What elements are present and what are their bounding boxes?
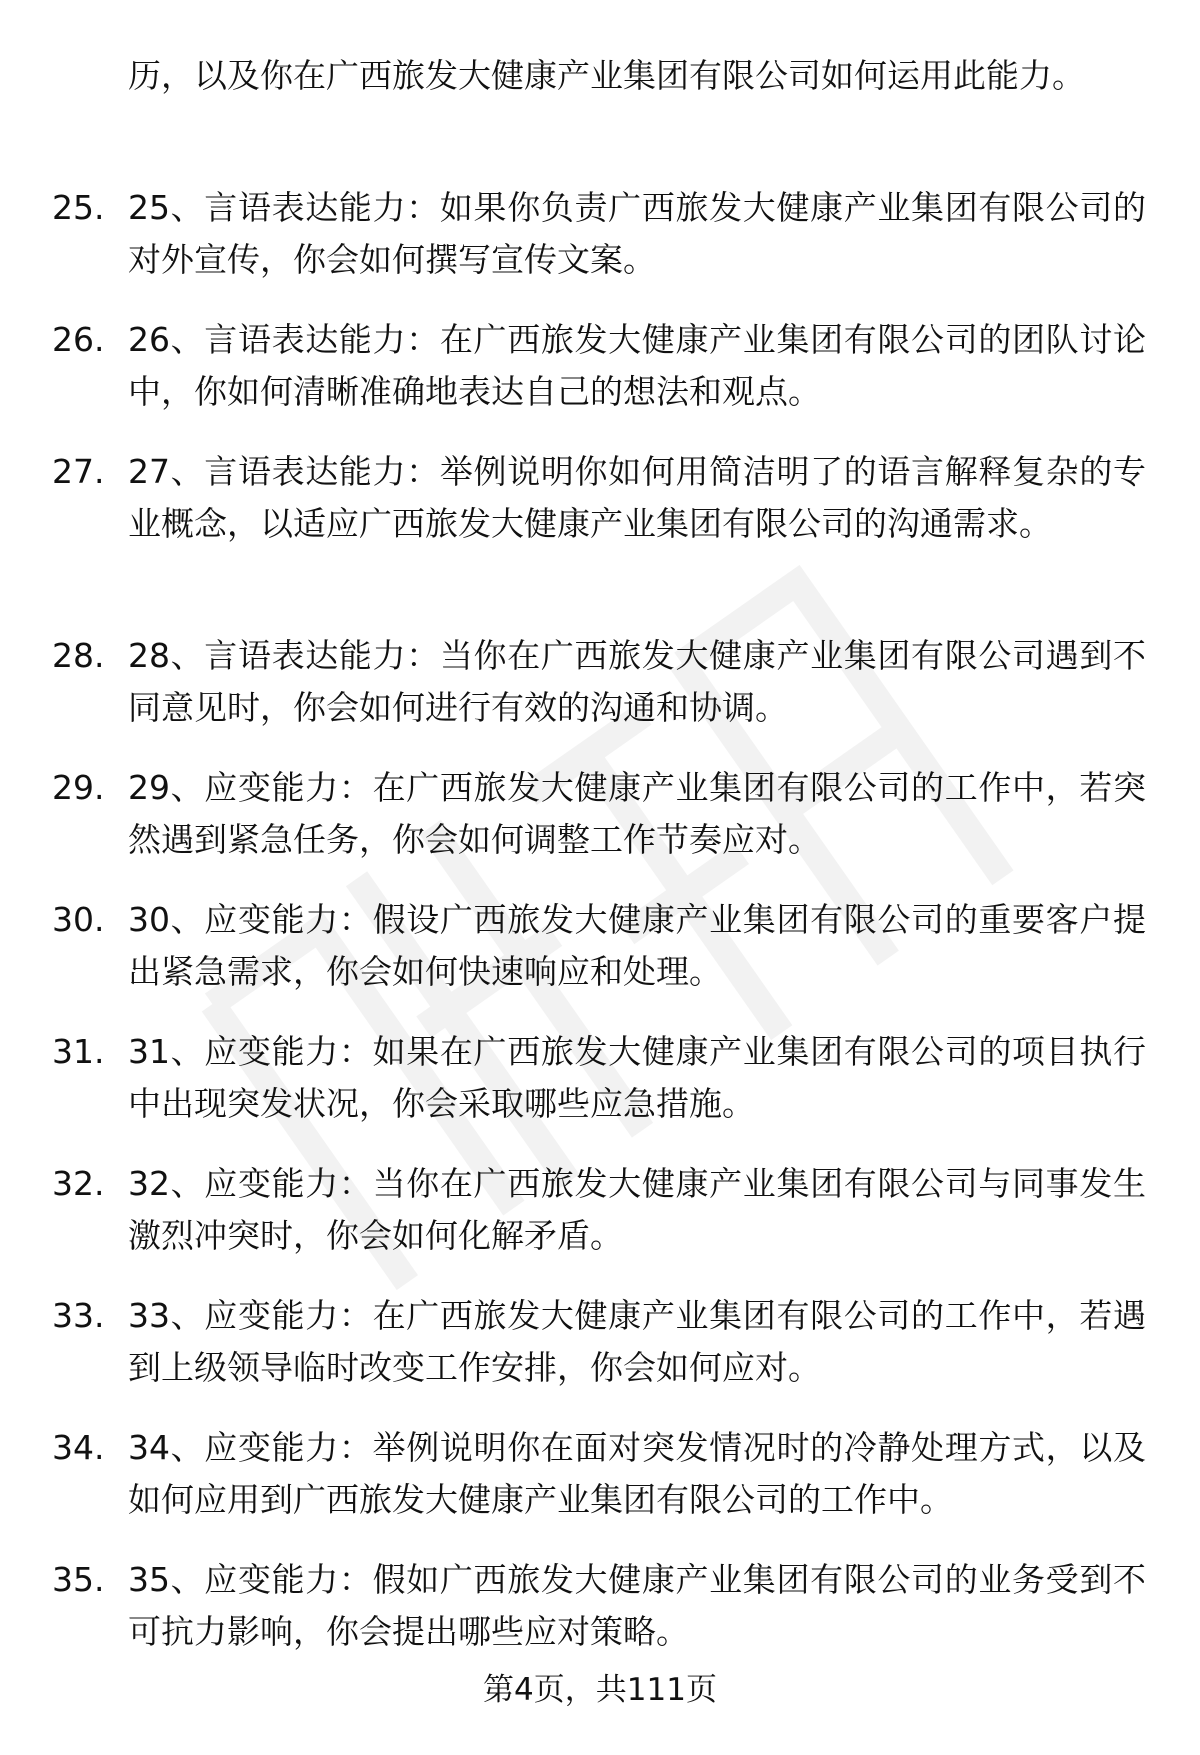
question-item-33 [0,1290,1200,1422]
question-item-27 [0,446,1200,630]
question-text: 26、言语表达能力：在广西旅发大健康产业集团有限公司的团队讨论中，你如何清晰准确地表达自己的想法和观点。 [128,320,1146,411]
page-footer: 第4页，共111页 [483,1672,717,1708]
question-item-32 [0,1158,1200,1290]
question-text: 33、应变能力：在广西旅发大健康产业集团有限公司的工作中，若遇到上级领导临时改变工作安排，你会如何应对。 [128,1296,1146,1387]
question-number: 25. [52,188,105,227]
question-text: 29、应变能力：在广西旅发大健康产业集团有限公司的工作中，若突然遇到紧急任务，你会如何调整工作节奏应对。 [128,768,1146,859]
question-text: 28、言语表达能力：当你在广西旅发大健康产业集团有限公司遇到不同意见时，你会如何进行有效的沟通和协调。 [128,636,1146,727]
question-number: 32. [52,1164,105,1203]
question-item-30 [0,894,1200,1026]
question-number: 33. [52,1296,105,1335]
question-item-25 [0,182,1200,314]
question-number: 26. [52,320,105,359]
question-item-26 [0,314,1200,446]
question-item-31 [0,1026,1200,1158]
continuation-text: 历，以及你在广西旅发大健康产业集团有限公司如何运用此能力。 [128,56,1085,95]
question-text: 31、应变能力：如果在广西旅发大健康产业集团有限公司的项目执行中出现突发状况，你会采取哪些应急措施。 [128,1032,1146,1123]
question-number: 28. [52,636,105,675]
question-text: 35、应变能力：假如广西旅发大健康产业集团有限公司的业务受到不可抗力影响，你会提出哪些应对策略。 [128,1560,1146,1651]
question-item-34 [0,1422,1200,1554]
question-text: 25、言语表达能力：如果你负责广西旅发大健康产业集团有限公司的对外宣传，你会如何撰写宣传文案。 [128,188,1146,279]
question-list [0,182,1200,1686]
question-text: 34、应变能力：举例说明你在面对突发情况时的冷静处理方式，以及如何应用到广西旅发大健康产业集团有限公司的工作中。 [128,1428,1146,1519]
question-item-35 [0,1554,1200,1686]
question-number: 27. [52,452,105,491]
question-item-29 [0,762,1200,894]
question-text: 30、应变能力：假设广西旅发大健康产业集团有限公司的重要客户提出紧急需求，你会如何快速响应和处理。 [128,900,1146,991]
question-text: 32、应变能力：当你在广西旅发大健康产业集团有限公司与同事发生激烈冲突时，你会如何化解矛盾。 [128,1164,1146,1255]
question-number: 34. [52,1428,105,1467]
question-number: 29. [52,768,105,807]
question-number: 30. [52,900,105,939]
question-item-28 [0,630,1200,762]
question-text: 27、言语表达能力：举例说明你如何用简洁明了的语言解释复杂的专业概念，以适应广西旅发大健康产业集团有限公司的沟通需求。 [128,452,1146,543]
question-number: 35. [52,1560,105,1599]
question-number: 31. [52,1032,105,1071]
